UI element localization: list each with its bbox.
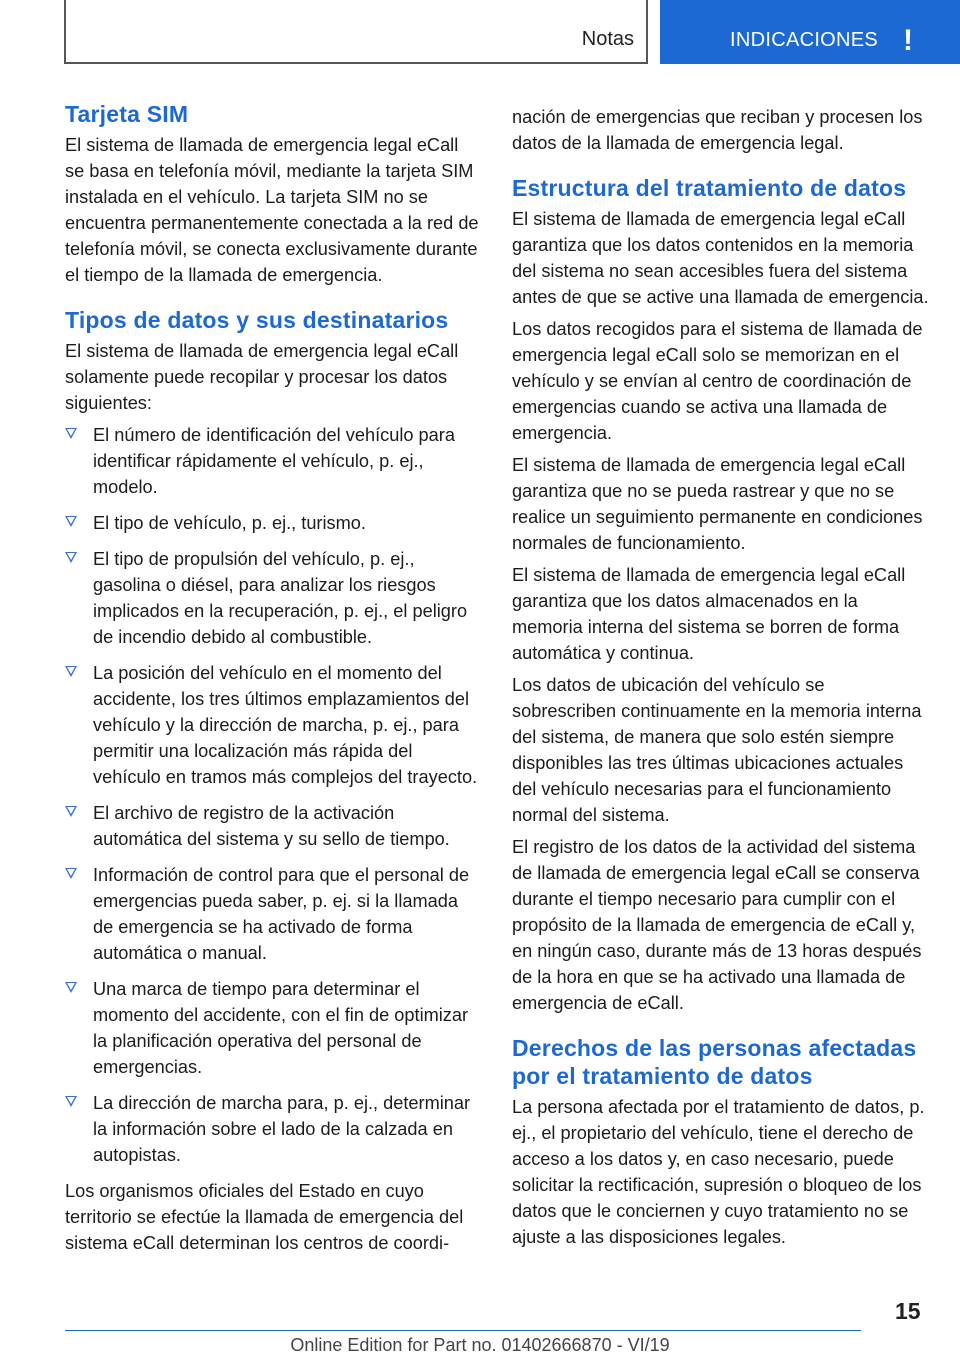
left-column [65, 100, 481, 1262]
list-item: La dirección de marcha para, p. ej., determinar la información sobre el lado de la calzada en autopistas. [65, 1090, 481, 1168]
paragraph-tarjeta-sim: El sistema de llamada de emergencia legal eCall se basa en telefonía móvil, mediante la tarjeta SIM instalada en el vehículo. La tarjeta SIM no se encuentra permanentemente conectada a la red de telefonía móvil, se conecta exclusivamente durante el tiempo de la llamada de emergencia. [65, 135, 479, 285]
paragraph-continuation: nación de emergencias que reciban y procesen los datos de la llamada de emergencia legal. [512, 107, 923, 153]
bullet-triangle-icon [65, 868, 77, 879]
header-chapter-box [660, 0, 960, 64]
paragraph-estructura: El sistema de llamada de emergencia legal eCall garantiza que los datos almacenados en la memoria interna del sistema se borren de forma automática y continua. [512, 565, 906, 663]
paragraph-tipos-intro: El sistema de llamada de emergencia legal eCall solamente puede recopilar y procesar los datos siguientes: [65, 341, 459, 413]
list-item: El número de identificación del vehículo para identificar rápidamente el vehículo, p. ej., modelo. [65, 422, 481, 500]
heading-derechos: Derechos de las personas afectadas por el tratamiento de datos [512, 1035, 917, 1089]
exclamation-icon: ! [903, 24, 913, 57]
paragraph-estructura: El sistema de llamada de emergencia legal eCall garantiza que no se pueda rastrear y que no se realice un seguimiento permanente en condiciones normales de funcionamiento. [512, 455, 923, 553]
bullet-triangle-icon [65, 666, 77, 677]
list-item: Información de control para que el personal de emergencias pueda saber, p. ej. si la llamada de emergencia se ha activado de forma automática o manual. [65, 862, 481, 966]
list-item: Una marca de tiempo para determinar el momento del accidente, con el fin de optimizar la planificación operativa del personal de emergencias. [65, 976, 481, 1080]
bullet-triangle-icon [65, 982, 77, 993]
heading-tipos-de-datos: Tipos de datos y sus destinatarios [65, 307, 449, 333]
list-item: El tipo de propulsión del vehículo, p. ej., gasolina o diésel, para analizar los riesgos implicados en la recuperación, p. ej., el peligro de incendio debido al combustible. [65, 546, 481, 650]
heading-tarjeta-sim: Tarjeta SIM [65, 101, 189, 127]
paragraph-estructura: Los datos de ubicación del vehículo se sobrescriben continuamente en la memoria interna del sistema, de manera que solo estén siempre disponibles las tres últimas ubicaciones actuales del vehículo necesarias para el funcionamiento normal del sistema. [512, 675, 922, 825]
bullet-triangle-icon [65, 1096, 77, 1107]
page-number: 15 [895, 1298, 921, 1324]
footer-edition: Online Edition for Part no. 01402666870 - VI/19 [290, 1335, 670, 1355]
paragraph-estructura: Los datos recogidos para el sistema de llamada de emergencia legal eCall solo se memorizan en el vehículo y se envían al centro de coordinación de emergencias cuando se activa una llamada de emergencia. [512, 319, 923, 443]
paragraph-tipos-outro: Los organismos oficiales del Estado en cuyo territorio se efectúe la llamada de emergencia del sistema eCall determinan los centros de coordi- [65, 1181, 464, 1253]
list-item: El archivo de registro de la activación automática del sistema y su sello de tiempo. [65, 800, 481, 852]
paragraph-estructura: El sistema de llamada de emergencia legal eCall garantiza que los datos contenidos en la memoria del sistema no sean accesibles fuera del sistema antes de que se active una llamada de emergencia. [512, 209, 929, 307]
right-column [512, 104, 932, 1256]
list-item: El tipo de vehículo, p. ej., turismo. [65, 510, 481, 536]
bullet-triangle-icon [65, 428, 77, 439]
paragraph-estructura: El registro de los datos de la actividad del sistema de llamada de emergencia legal eCall se conserva durante el tiempo necesario para cumplir con el propósito de la llamada de emergencia de eCall y, en ningún caso, durante más de 13 horas después de la hora en que se ha activado una llamada de emergencia de eCall. [512, 837, 922, 1013]
header-section-box [64, 0, 648, 64]
data-types-list [65, 422, 481, 1168]
heading-estructura: Estructura del tratamiento de datos [512, 175, 907, 201]
list-item: La posición del vehículo en el momento del accidente, los tres últimos emplazamientos del vehículo y la dirección de marcha, p. ej., para permitir una localización más rápida del vehículo en tramos más complejos del trayecto. [65, 660, 481, 790]
bullet-triangle-icon [65, 516, 77, 527]
bullet-triangle-icon [65, 806, 77, 817]
bullet-triangle-icon [65, 552, 77, 563]
paragraph-derechos: La persona afectada por el tratamiento de datos, p. ej., el propietario del vehículo, tiene el derecho de acceso a los datos y, en caso necesario, puede solicitar la rectificación, supresión o bloqueo de los datos que le conciernen y cuyo tratamiento no se ajuste a las disposiciones legales. [512, 1097, 925, 1247]
header-chapter-label: INDICACIONES [730, 29, 879, 51]
header-section-label: Notas [581, 28, 634, 50]
footer-divider [65, 1330, 861, 1331]
